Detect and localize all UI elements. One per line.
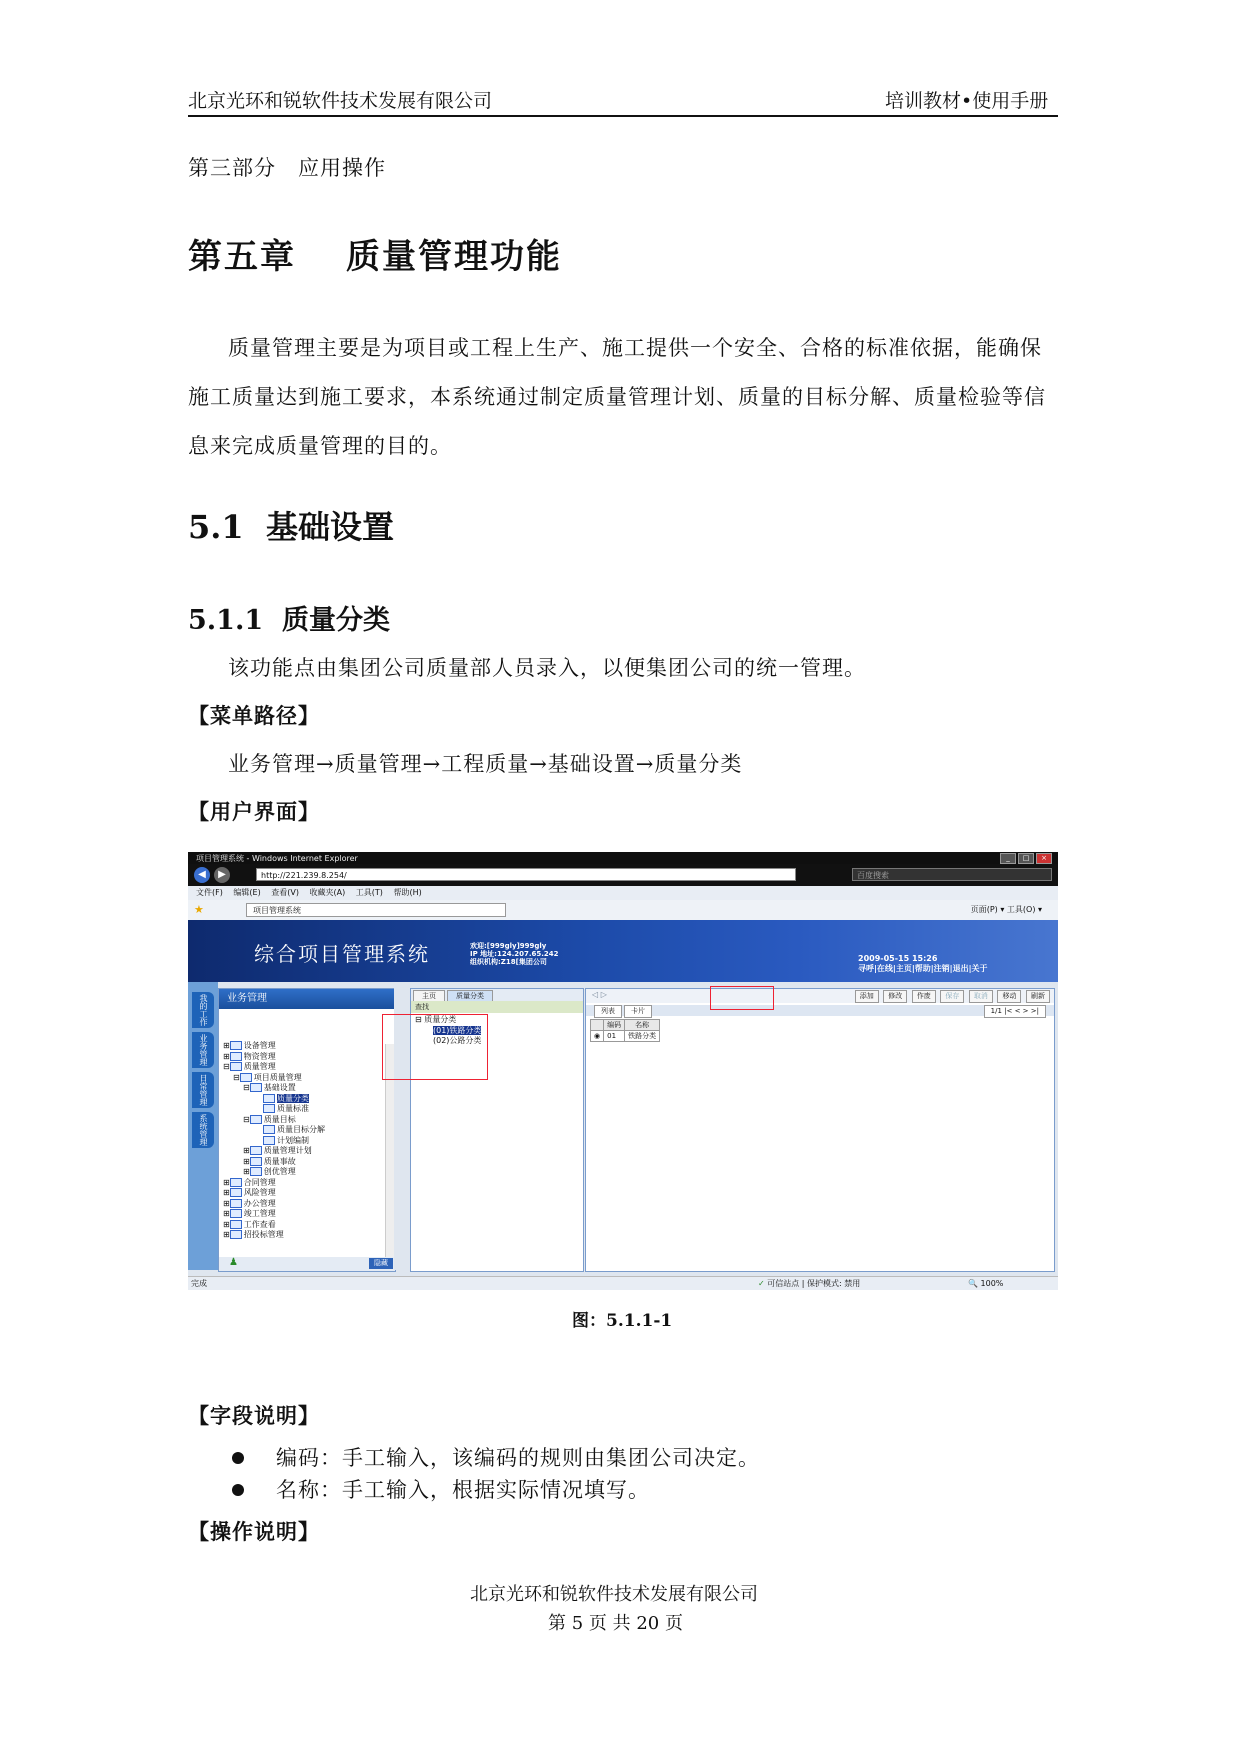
tab-list[interactable]: 列表	[594, 1005, 622, 1018]
minimize-button[interactable]: _	[1000, 853, 1016, 864]
edit-button[interactable]: 修改	[883, 990, 907, 1003]
middle-tabs	[411, 989, 583, 1001]
cell-code: 01	[604, 1031, 625, 1042]
section-heading	[188, 502, 394, 548]
header-doc-type: 培训教材•使用手册	[885, 90, 1049, 112]
menu-file[interactable]: 文件(F)	[196, 888, 223, 897]
tab-system[interactable]: 系统管理	[192, 1112, 214, 1148]
cell-name: 铁路分类	[625, 1031, 660, 1042]
tree-item[interactable]: ⊟ 质量管理	[223, 1062, 276, 1071]
tree-item[interactable]: 计划编制	[219, 1136, 389, 1147]
ip-text: IP 地址:124.207.65.242	[470, 950, 559, 958]
search-input[interactable]: 百度搜索	[852, 868, 1052, 881]
menu-help[interactable]: 帮助(H)	[393, 888, 422, 897]
pager[interactable]: 1/1 |< < > >|	[984, 1005, 1046, 1018]
back-icon[interactable]: ◀	[194, 867, 210, 883]
left-tabs	[188, 982, 218, 1270]
tree-item[interactable]: ⊞ 竣工管理	[223, 1209, 276, 1218]
forward-icon[interactable]: ▶	[214, 867, 230, 883]
data-grid	[590, 1019, 660, 1042]
hide-button[interactable]: 隐藏	[369, 1258, 393, 1269]
tree-item[interactable]: ⊞ 合同管理	[223, 1177, 276, 1187]
tree-item[interactable]: 质量目标分解	[219, 1125, 389, 1136]
nav-tree	[219, 1041, 389, 1241]
tab-card[interactable]: 卡片	[624, 1005, 652, 1018]
tree-item[interactable]: ⊞ 设备管理	[223, 1041, 276, 1050]
datetime-block	[858, 954, 988, 974]
tree-header: 业务管理	[219, 989, 395, 1009]
chapter-number: 第五章	[188, 237, 296, 277]
col-name: 名称	[625, 1020, 660, 1031]
figure-caption: 图：5.1.1-1	[572, 1311, 673, 1331]
window-titlebar	[188, 852, 1058, 864]
tab-daily[interactable]: 日常管理	[192, 1072, 214, 1108]
highlight-box-tree	[382, 1014, 488, 1080]
intro-paragraph	[188, 324, 1058, 471]
find-button[interactable]: 查找	[411, 1001, 583, 1013]
footer-company: 北京光环和锐软件技术发展有限公司	[470, 1584, 758, 1605]
table-row[interactable]	[591, 1031, 660, 1042]
url-input[interactable]: http://221.239.8.254/	[256, 868, 796, 881]
subsection-desc: 该功能点由集团公司质量部人员录入，以便集团公司的统一管理。	[228, 656, 866, 680]
zoom-level[interactable]: 🔍 100%	[968, 1279, 1004, 1288]
menu-bar	[188, 886, 1058, 900]
subsection-number: 5.1.1	[188, 605, 264, 636]
tree-item[interactable]: ⊟ 质量目标	[243, 1114, 296, 1124]
tab-quality-category[interactable]: 质量分类	[447, 990, 493, 1002]
footer-page: 第 5 页 共 20 页	[548, 1613, 683, 1634]
org-text: 组织机构:Z18[集团公司	[470, 958, 547, 966]
app-banner	[188, 920, 1058, 982]
window-title: 项目管理系统 - Windows Internet Explorer	[196, 854, 358, 863]
field-item: 名称：手工输入，根据实际情况填写。	[232, 1474, 650, 1504]
category-root[interactable]: ⊟ 质量分类	[415, 1015, 457, 1024]
field-item: 编码：手工输入，该编码的规则由集团公司决定。	[232, 1442, 760, 1472]
right-toolbar	[586, 989, 1054, 1003]
tab-business[interactable]: 业务管理	[192, 1032, 214, 1068]
ui-screenshot	[188, 852, 1058, 1290]
tree-item-selected[interactable]: 质量分类	[219, 1094, 389, 1105]
ops-label: 【操作说明】	[188, 1519, 320, 1544]
maximize-button[interactable]: □	[1018, 853, 1034, 864]
user-icon: ♟	[229, 1257, 238, 1268]
tree-item[interactable]: ⊞ 办公管理	[223, 1198, 276, 1208]
tab-my-work[interactable]: 我的工作	[192, 992, 214, 1028]
tree-item[interactable]: ⊞ 物资管理	[223, 1051, 276, 1061]
tree-item[interactable]: ⊟ 项目质量管理	[233, 1072, 302, 1082]
void-button[interactable]: 作废	[912, 990, 936, 1003]
top-links[interactable]: 寻呼|在线|主页|帮助|注销|退出|关于	[858, 964, 988, 973]
section-title: 基础设置	[265, 508, 394, 546]
highlight-box-add	[710, 986, 774, 1010]
tree-item[interactable]: ⊞ 创优管理	[243, 1167, 296, 1176]
chapter-title: 质量管理功能	[346, 237, 562, 277]
system-name: 综合项目管理系统	[254, 942, 430, 966]
tree-item[interactable]: ⊞ 风险管理	[223, 1188, 276, 1197]
add-button[interactable]: 添加	[855, 990, 879, 1003]
status-text: 完成	[191, 1279, 207, 1288]
header-company: 北京光环和锐软件技术发展有限公司	[188, 90, 493, 112]
nav-arrows-icon[interactable]: ◁ ▷	[592, 990, 607, 999]
section-number: 5.1	[188, 508, 244, 546]
menu-edit[interactable]: 编辑(E)	[233, 888, 261, 897]
move-button[interactable]: 移动	[997, 990, 1021, 1003]
tree-item[interactable]: ⊞ 质量管理计划	[243, 1146, 312, 1155]
check-icon: ✓	[758, 1279, 765, 1288]
browser-tab[interactable]: 项目管理系统	[246, 903, 506, 917]
header-rule	[188, 115, 1058, 117]
grid-header	[591, 1020, 660, 1031]
tree-item[interactable]: 质量标准	[219, 1104, 389, 1115]
col-code: 编码	[604, 1020, 625, 1031]
datetime: 2009-05-15 15:26	[858, 954, 938, 963]
view-tabs	[586, 1005, 1054, 1016]
menu-favorites[interactable]: 收藏夹(A)	[309, 888, 346, 897]
right-panel	[585, 988, 1055, 1272]
tree-panel	[218, 988, 396, 1272]
tree-item[interactable]: ⊞ 质量事故	[243, 1156, 296, 1166]
menu-path-label: 【菜单路径】	[188, 703, 320, 728]
command-bar[interactable]: 页面(P) ▾ 工具(O) ▾	[970, 905, 1042, 914]
subsection-heading	[188, 598, 390, 637]
menu-path: 业务管理→质量管理→工程质量→基础设置→质量分类	[228, 752, 743, 776]
tree-footer	[219, 1257, 395, 1271]
fields-label: 【字段说明】	[188, 1403, 320, 1428]
menu-tools[interactable]: 工具(T)	[355, 888, 383, 897]
tree-item[interactable]: ⊞ 工作查看	[223, 1219, 276, 1229]
category-item[interactable]: (02)公路分类	[433, 1036, 482, 1045]
save-button[interactable]: 保存	[940, 990, 964, 1003]
user-info	[470, 942, 559, 966]
star-icon[interactable]: ★	[194, 903, 204, 916]
bullet-icon	[232, 1484, 244, 1496]
row-radio[interactable]: ◉	[591, 1031, 604, 1042]
cancel-button[interactable]: 取消	[969, 990, 993, 1003]
chapter-heading	[188, 229, 562, 278]
bullet-icon	[232, 1452, 244, 1464]
welcome-text: 欢迎:[999gly]999gly	[470, 942, 547, 950]
zoom-icon: 🔍	[968, 1279, 978, 1288]
security-zone: ✓ 可信站点 | 保护模式: 禁用	[758, 1279, 861, 1288]
tree-item[interactable]: ⊞ 招投标管理	[223, 1230, 284, 1239]
subsection-title: 质量分类	[281, 605, 390, 636]
status-bar	[188, 1276, 1058, 1290]
favorites-bar	[188, 900, 1058, 921]
menu-view[interactable]: 查看(V)	[271, 888, 299, 897]
close-button[interactable]: ×	[1036, 853, 1052, 864]
address-bar	[188, 864, 1058, 886]
refresh-button[interactable]: 刷新	[1026, 990, 1050, 1003]
category-item-selected[interactable]: (01)铁路分类	[433, 1025, 482, 1035]
intro-text: 质量管理主要是为项目或工程上生产、施工提供一个安全、合格的标准依据，能确保施工质量达到施工要求，本系统通过制定质量管理计划、质量的目标分解、质量检验等信息来完成质量管理的目的。	[188, 336, 1046, 458]
ui-label: 【用户界面】	[188, 799, 320, 824]
tab-home[interactable]: 主页	[413, 990, 445, 1002]
part-title: 第三部分 应用操作	[188, 156, 386, 180]
tree-item[interactable]: ⊟ 基础设置	[243, 1083, 296, 1092]
